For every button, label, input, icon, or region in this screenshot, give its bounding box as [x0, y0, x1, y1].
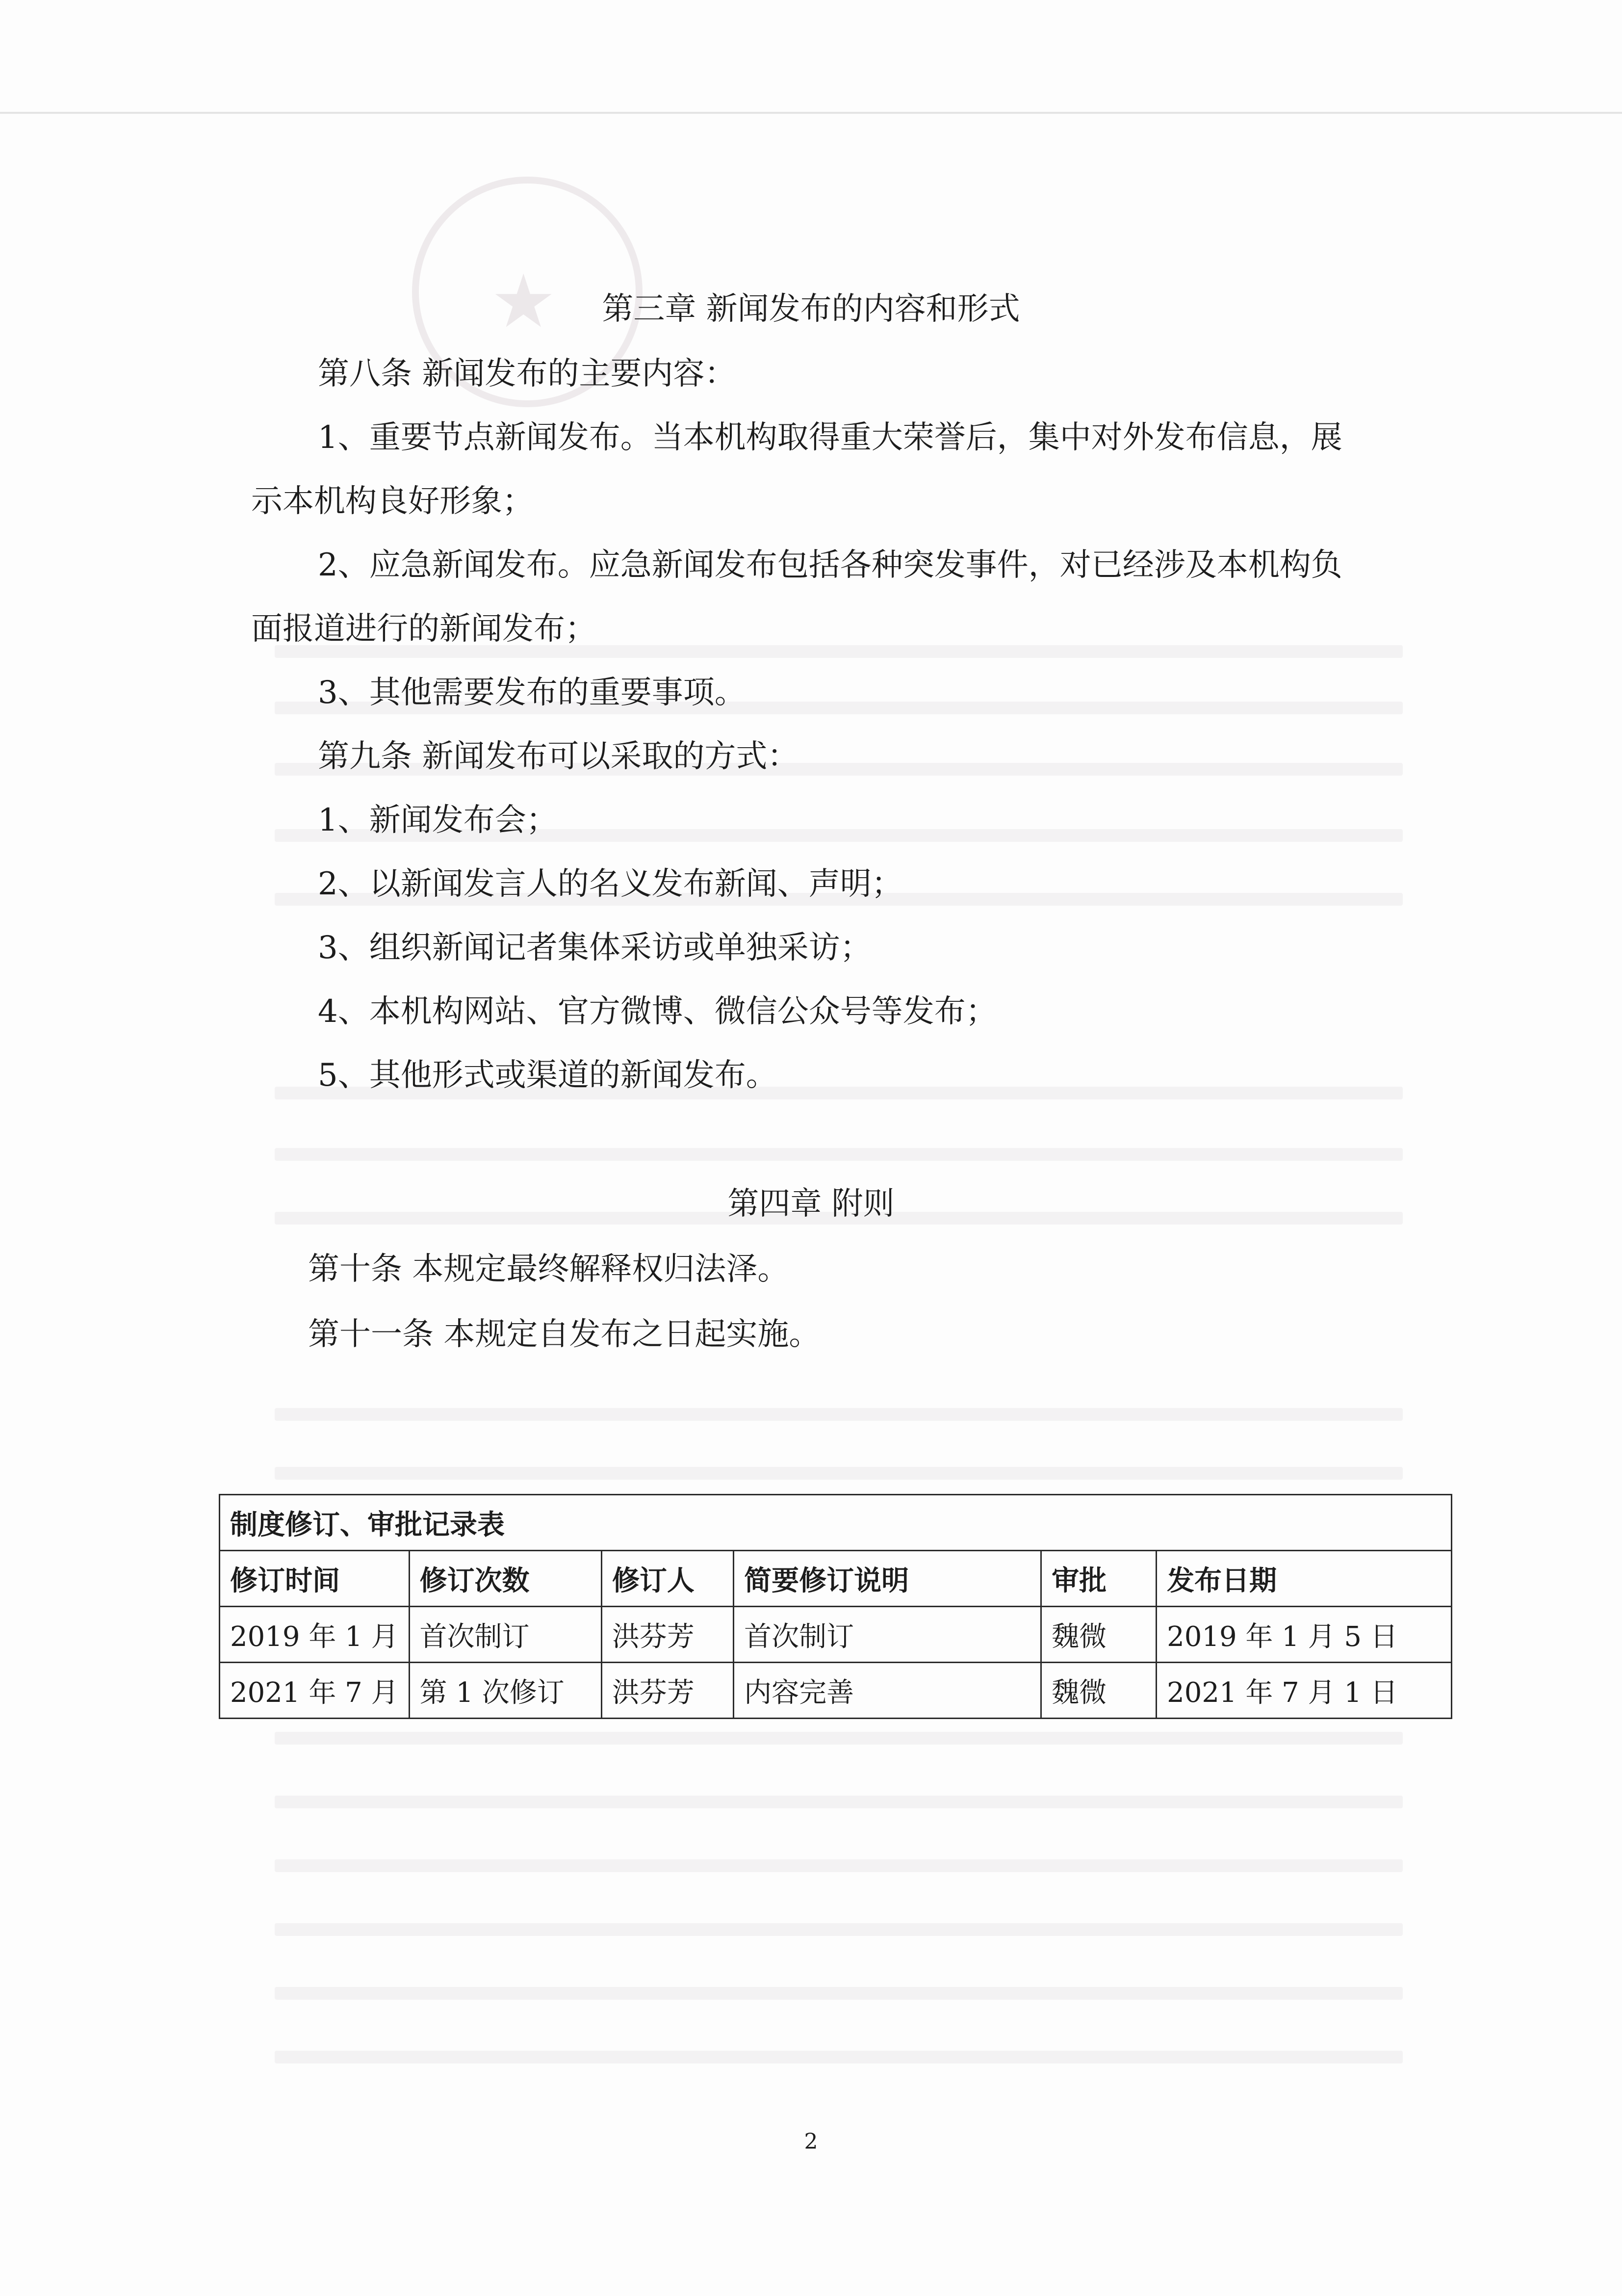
- cell-approver: 魏微: [1041, 1607, 1157, 1663]
- article-8-item-2: 2、应急新闻发布。应急新闻发布包括各种突发事件，对已经涉及本机构负: [318, 547, 1342, 583]
- article-8-item-3: 3、其他需要发布的重要事项。: [318, 675, 746, 711]
- cell-revision-time: 2021 年 7 月: [220, 1663, 410, 1719]
- chapter-3-heading: 第三章 新闻发布的内容和形式: [602, 291, 1020, 327]
- bleed-through-line: [275, 1467, 1403, 1480]
- article-8-item-1: 1、重要节点新闻发布。当本机构取得重大荣誉后，集中对外发布信息，展: [318, 419, 1342, 456]
- header-reviser: 修订人: [601, 1551, 733, 1607]
- article-9-way-1: 1、新闻发布会；: [318, 802, 558, 838]
- cell-revision-count: 首次制订: [409, 1607, 601, 1663]
- header-revision-count: 修订次数: [409, 1551, 601, 1607]
- article-8-item-1-cont: 示本机构良好形象；: [251, 483, 534, 520]
- bleed-through-line: [275, 1923, 1403, 1936]
- cell-revision-summary: 首次制订: [734, 1607, 1041, 1663]
- bleed-through-line: [275, 1732, 1403, 1745]
- cell-revision-time: 2019 年 1 月: [220, 1607, 410, 1663]
- table-caption: 制度修订、审批记录表: [220, 1495, 1452, 1551]
- cell-release-date: 2019 年 1 月 5 日: [1157, 1607, 1452, 1663]
- article-9-way-2: 2、以新闻发言人的名义发布新闻、声明；: [318, 866, 903, 902]
- cell-revision-count: 第 1 次修订: [409, 1663, 601, 1719]
- bleed-through-line: [275, 1859, 1403, 1872]
- article-9-way-3: 3、组织新闻记者集体采访或单独采访；: [318, 930, 872, 966]
- bleed-through-line: [275, 1148, 1403, 1161]
- article-10: 第十条 本规定最终解释权归法泽。: [308, 1251, 789, 1287]
- article-8-item-2-cont: 面报道进行的新闻发布；: [251, 611, 596, 647]
- cell-revision-summary: 内容完善: [734, 1663, 1041, 1719]
- article-11: 第十一条 本规定自发布之日起实施。: [308, 1316, 821, 1353]
- article-9-heading: 第九条 新闻发布可以采取的方式：: [318, 738, 799, 775]
- cell-reviser: 洪芬芳: [601, 1607, 733, 1663]
- table-header-row: [220, 1551, 1452, 1607]
- table-caption-row: [220, 1495, 1452, 1551]
- article-9-way-4: 4、本机构网站、官方微博、微信公众号等发布；: [318, 993, 997, 1030]
- scan-edge-line: [0, 112, 1622, 114]
- cell-release-date: 2021 年 7 月 1 日: [1157, 1663, 1452, 1719]
- bleed-through-line: [275, 1796, 1403, 1808]
- bleed-through-line: [275, 1987, 1403, 2000]
- seal-star-icon: ★: [490, 259, 557, 344]
- bleed-through-line: [275, 2051, 1403, 2063]
- header-revision-time: 修订时间: [220, 1551, 410, 1607]
- revision-record-table: [219, 1494, 1452, 1719]
- header-approver: 审批: [1041, 1551, 1157, 1607]
- table-row: [220, 1663, 1452, 1719]
- article-8-heading: 第八条 新闻发布的主要内容：: [318, 356, 736, 392]
- chapter-4-heading: 第四章 附则: [727, 1186, 895, 1222]
- table-row: [220, 1607, 1452, 1663]
- header-revision-summary: 简要修订说明: [734, 1551, 1041, 1607]
- header-release-date: 发布日期: [1157, 1551, 1452, 1607]
- article-9-way-5: 5、其他形式或渠道的新闻发布。: [318, 1057, 777, 1094]
- bleed-through-line: [275, 1408, 1403, 1421]
- cell-approver: 魏微: [1041, 1663, 1157, 1719]
- cell-reviser: 洪芬芳: [601, 1663, 733, 1719]
- page-number: 2: [804, 2129, 818, 2154]
